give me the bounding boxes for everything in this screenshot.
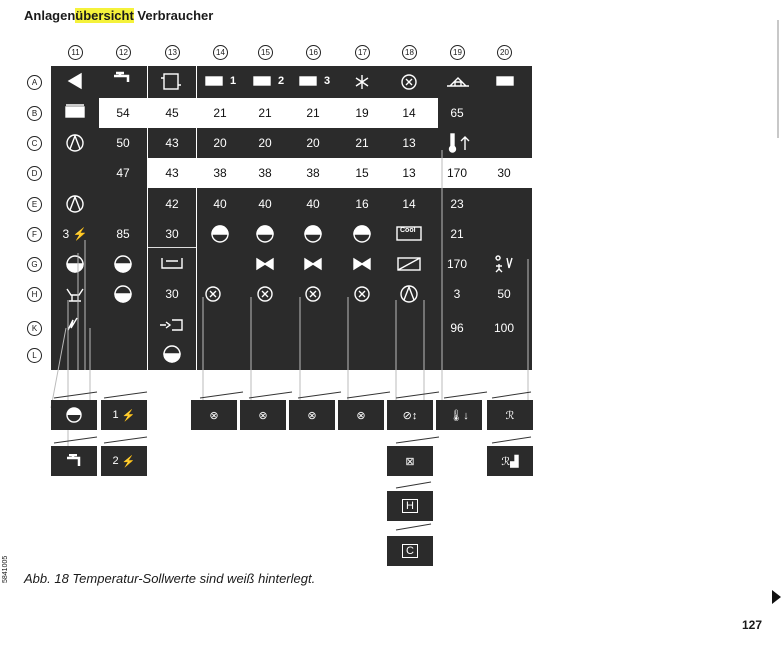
value-cell: 96: [450, 321, 464, 335]
mixer-icon: [164, 346, 180, 362]
value-cell: 30: [497, 166, 511, 180]
value-cell: 21: [258, 106, 272, 120]
flow-icon: [160, 320, 182, 330]
value-cell: 21: [450, 227, 464, 241]
column-number: 17: [355, 45, 370, 60]
box-16: ⊗: [289, 400, 335, 430]
value-cell: 14: [402, 106, 416, 120]
value-cell: 21: [306, 106, 320, 120]
value-cell: 14: [402, 197, 416, 211]
radiator-icon: [300, 77, 316, 85]
pump-icon: [401, 286, 417, 302]
column-number: 19: [450, 45, 465, 60]
mixer-icon: [212, 226, 228, 242]
row-label: D: [27, 166, 42, 181]
flame-icon: [68, 318, 77, 330]
value-cell: 40: [306, 197, 320, 211]
next-page-arrow-icon[interactable]: [772, 590, 781, 604]
value-cell: 23: [450, 197, 464, 211]
mixer-icon: [354, 226, 370, 242]
valve-icon: [354, 259, 370, 269]
box-18-crossed: ⊠: [387, 446, 433, 476]
thermometer-up-icon: [450, 134, 470, 152]
valve-icon: [257, 259, 273, 269]
row-label: C: [27, 136, 42, 151]
box-12-burner-stage-1: 1 ⚡: [101, 400, 147, 430]
tap-icon: [114, 73, 128, 82]
pump-icon: [67, 196, 83, 212]
burner-icon: [67, 289, 83, 301]
column-number: 15: [258, 45, 273, 60]
value-cell: 50: [497, 287, 511, 301]
value-cell: 170: [446, 257, 468, 271]
row-label: H: [27, 287, 42, 302]
value-cell: 13: [402, 166, 416, 180]
row-label: K: [27, 321, 42, 336]
value-cell: 100: [493, 321, 515, 335]
figure-caption: Abb. 18 Temperatur-Sollwerte sind weiß hinterlegt.: [24, 571, 316, 586]
box-20-person: ℛ: [487, 400, 533, 430]
heating-circuit-number: 1: [230, 75, 237, 87]
value-cell: 43: [165, 136, 179, 150]
mixer-icon: [115, 286, 131, 302]
column-number: 20: [497, 45, 512, 60]
page-number: 127: [741, 618, 762, 632]
value-cell: 3 ⚡: [62, 227, 88, 241]
mixer-icon: [115, 256, 131, 272]
value-cell: 38: [213, 166, 227, 180]
valve-icon: [305, 259, 321, 269]
circulation-icon: [206, 287, 220, 301]
value-cell: 65: [450, 106, 464, 120]
value-cell: 50: [116, 136, 130, 150]
row-label: G: [27, 257, 42, 272]
box-17: ⊗: [338, 400, 384, 430]
page-heading: Anlagenübersicht Verbraucher: [24, 8, 214, 23]
tank-icon: [162, 258, 182, 268]
value-cell: 20: [213, 136, 227, 150]
radiator-icon: [497, 77, 513, 85]
value-cell: 19: [355, 106, 369, 120]
mixer-icon: [67, 256, 83, 272]
value-cell: 54: [116, 106, 130, 120]
value-cell: 85: [116, 227, 130, 241]
box-11-tap: [51, 446, 97, 476]
heating-circuit-number: 2: [278, 75, 285, 87]
circulation-icon: [355, 287, 369, 301]
box-18-c: C: [387, 536, 433, 566]
value-cell: 38: [306, 166, 320, 180]
value-cell: 21: [213, 106, 227, 120]
value-cell: 21: [355, 136, 369, 150]
column-number: 13: [165, 45, 180, 60]
box-15: ⊗: [240, 400, 286, 430]
value-cell: 20: [306, 136, 320, 150]
pump-icon: [67, 135, 83, 151]
column-number: 12: [116, 45, 131, 60]
value-cell: 40: [213, 197, 227, 211]
radiator-icon: [254, 77, 270, 85]
back-arrow-icon: [69, 74, 81, 88]
mixer-icon: [257, 226, 273, 242]
box-11-mixer: [51, 400, 97, 430]
circulation-icon: [402, 75, 416, 89]
box-19-thermo-down: 🌡↓: [436, 400, 482, 430]
box-18-pump: ⊘↕: [387, 400, 433, 430]
mixer-icon: [305, 226, 321, 242]
heating-circuit-number: 3: [324, 75, 331, 87]
value-cell: 42: [165, 197, 179, 211]
frost-icon: [356, 75, 368, 89]
row-label: E: [27, 197, 42, 212]
value-cell: 38: [258, 166, 272, 180]
radiator-icon: [66, 105, 84, 117]
circulation-icon: [306, 287, 320, 301]
box-18-h: H: [387, 491, 433, 521]
box-14: ⊗: [191, 400, 237, 430]
value-cell: 3: [453, 287, 461, 301]
person-icon: [496, 256, 512, 272]
value-cell: 47: [116, 166, 130, 180]
column-number: 18: [402, 45, 417, 60]
value-cell: 20: [258, 136, 272, 150]
heat-exchanger-icon: [398, 258, 420, 270]
value-cell: 13: [402, 136, 416, 150]
row-label: L: [27, 348, 42, 363]
value-cell: 15: [355, 166, 369, 180]
row-label: F: [27, 227, 42, 242]
column-number: 11: [68, 45, 83, 60]
radiator-icon: [206, 77, 222, 85]
cool-label: Cool: [400, 227, 416, 234]
value-cell: 30: [165, 287, 179, 301]
value-cell: 40: [258, 197, 272, 211]
value-cell: 30: [165, 227, 179, 241]
column-number: 16: [306, 45, 321, 60]
box-20-person-fill: ℛ▟: [487, 446, 533, 476]
column-number: 14: [213, 45, 228, 60]
circulation-icon: [258, 287, 272, 301]
cool-box-icon: [397, 227, 421, 240]
house-icon: [447, 78, 469, 86]
document-code: 5841005: [2, 555, 9, 583]
storage-icon: [161, 74, 181, 89]
row-label: B: [27, 106, 42, 121]
value-cell: 170: [446, 166, 468, 180]
row-label: A: [27, 75, 42, 90]
value-cell: 43: [165, 166, 179, 180]
box-12-burner-stage-2: 2 ⚡: [101, 446, 147, 476]
value-cell: 45: [165, 106, 179, 120]
value-cell: 16: [355, 197, 369, 211]
